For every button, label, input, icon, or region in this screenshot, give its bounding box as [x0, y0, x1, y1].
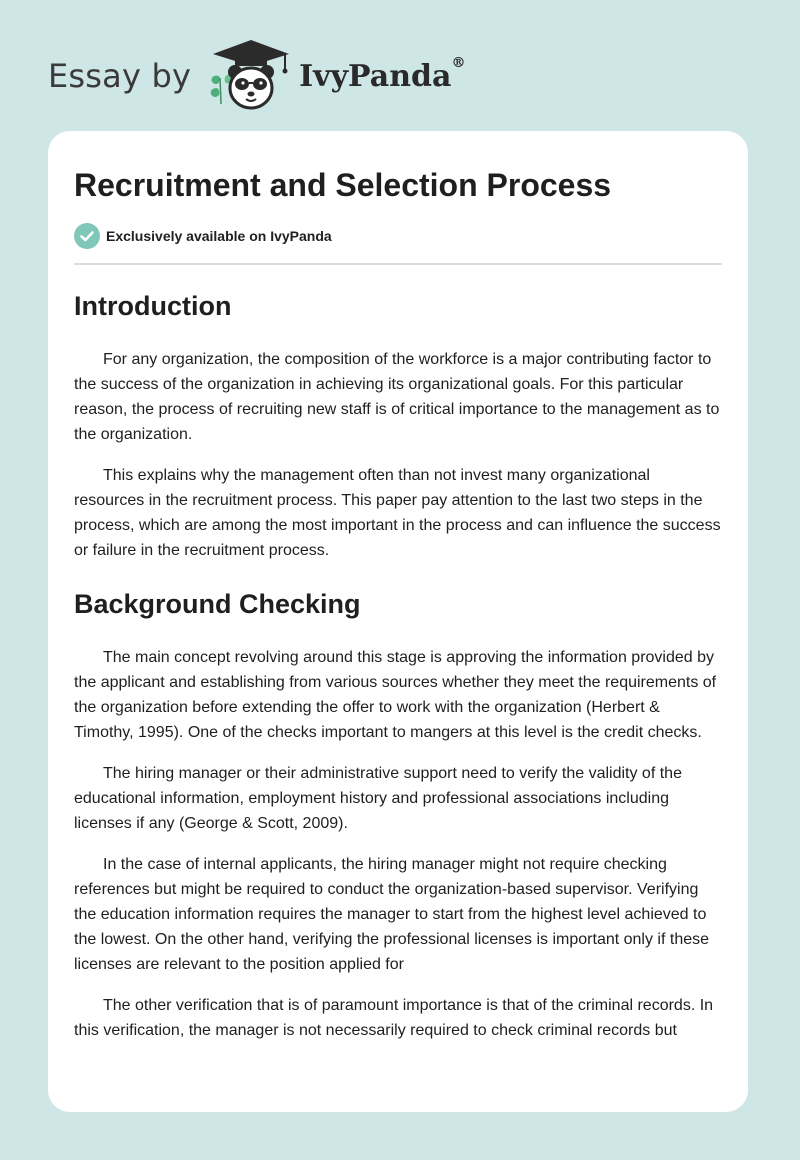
section-body-introduction: [74, 347, 722, 563]
page-title: Recruitment and Selection Process: [74, 167, 612, 203]
brand-name: [299, 54, 466, 94]
section-heading-background-checking: Background Checking: [74, 589, 361, 619]
section-body-background-checking: [74, 645, 722, 1043]
paragraph: The other verification that is of paramount importance is that of the criminal records. In this verification, the manager is not necessarily required to check criminal records but: [74, 997, 714, 1039]
paragraph: In the case of internal applicants, the hiring manager might not require checking references but might be required to conduct the organization-based supervisor. Verifying the education information requires the manager to start from the highest level achieved to the lowest. On the other hand, verifying the professional licenses is important only if these licenses are relevant to the position applied for: [74, 856, 710, 973]
section-heading-introduction: Introduction: [74, 291, 232, 321]
paragraph: The hiring manager or their administrative support need to verify the validity of the educational information, employment history and professional associations including licenses if any (George & Scott, 2009).: [74, 765, 682, 832]
exclusive-badge: [74, 221, 722, 251]
panda-logo-icon: [205, 38, 297, 114]
paragraph: For any organization, the composition of the workforce is a major contributing factor to the success of the organization in achieving its organizational goals. For this particular reason, the process of recruiting new staff is of critical importance to the management as to the organization.: [74, 351, 720, 443]
check-circle-icon: [74, 223, 100, 249]
brand-name-text: IvyPanda: [299, 58, 452, 94]
title-divider: [74, 263, 722, 265]
registered-mark: ®: [451, 54, 466, 71]
exclusive-badge-label: Exclusively available on IvyPanda: [106, 228, 332, 244]
brand-prefix: Essay by: [48, 57, 192, 95]
paragraph: This explains why the management often than not invest many organizational resources in the recruitment process. This paper pay attention to the last two steps in the process, which are among the most important in the process and can influence the success or failure in the recruitment process.: [74, 467, 721, 559]
essay-card: [48, 131, 748, 1112]
site-brand[interactable]: [48, 36, 465, 116]
paragraph: The main concept revolving around this stage is approving the information provided by the applicant and establishing from various sources whether they meet the requirements of the organization before extending the offer to work with the organization (Herbert & Timothy, 1995). One of the checks important to mangers at this level is the credit checks.: [74, 649, 717, 741]
